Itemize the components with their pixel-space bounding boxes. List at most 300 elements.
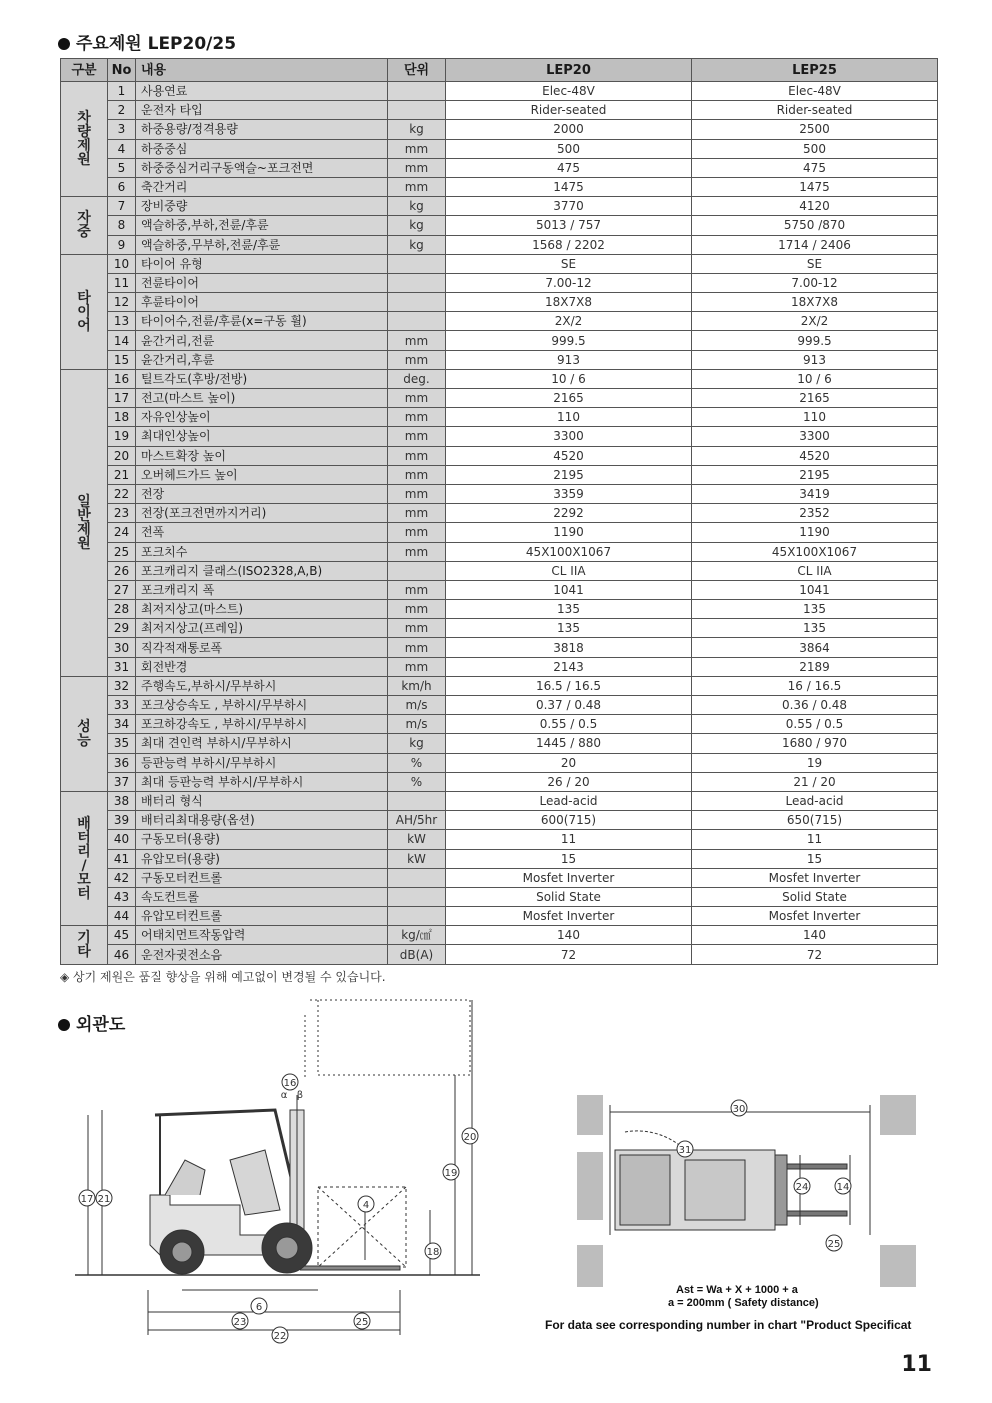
lep20-value-cell: 475 [446, 158, 692, 177]
side-view-forklift [75, 1000, 480, 1335]
table-row [61, 273, 938, 292]
row-number-cell: 43 [108, 887, 136, 906]
angle-alpha-label: α [280, 1090, 288, 1101]
row-number-cell: 22 [108, 484, 136, 503]
lep25-value-cell: CL IIA [692, 561, 938, 580]
table-row [61, 312, 938, 331]
row-number-cell: 42 [108, 868, 136, 887]
row-number-cell: 18 [108, 408, 136, 427]
unit-cell: kg [388, 216, 446, 235]
spec-table [60, 58, 938, 965]
lep20-value-cell: SE [446, 254, 692, 273]
table-row [61, 158, 938, 177]
item-cell: 최대 등판능력 부하시/무부하시 [136, 772, 388, 791]
table-row [61, 408, 938, 427]
label-19: 19 [444, 1168, 458, 1179]
unit-cell [388, 561, 446, 580]
unit-cell [388, 791, 446, 810]
lep25-value-cell: 21 / 20 [692, 772, 938, 791]
lep25-value-cell: 0.55 / 0.5 [692, 715, 938, 734]
item-cell: 후륜타이어 [136, 293, 388, 312]
lep20-value-cell: 4520 [446, 446, 692, 465]
unit-cell: mm [388, 158, 446, 177]
lep25-value-cell: 45X100X1067 [692, 542, 938, 561]
dimension-diagram [0, 990, 992, 1350]
lep25-value-cell: 4120 [692, 197, 938, 216]
item-cell: 배터리 형식 [136, 791, 388, 810]
row-number-cell: 39 [108, 811, 136, 830]
table-row [61, 753, 938, 772]
lep25-value-cell: 1714 / 2406 [692, 235, 938, 254]
category-cell: 배 터 리 / 모 터 [61, 791, 108, 925]
table-row [61, 926, 938, 945]
item-cell: 속도컨트롤 [136, 887, 388, 906]
item-cell: 전고(마스트 높이) [136, 389, 388, 408]
item-cell: 하중중심거리구동액슬~포크전면 [136, 158, 388, 177]
item-cell: 최대인상높이 [136, 427, 388, 446]
table-row [61, 139, 938, 158]
table-row [61, 580, 938, 599]
lep25-value-cell: 2X/2 [692, 312, 938, 331]
lep20-value-cell: 1041 [446, 580, 692, 599]
item-cell: 오버헤드가드 높이 [136, 465, 388, 484]
lep20-value-cell: Rider-seated [446, 101, 692, 120]
unit-cell: mm [388, 523, 446, 542]
header-category: 구분 [61, 59, 108, 82]
table-row [61, 465, 938, 484]
lep20-value-cell: 18X7X8 [446, 293, 692, 312]
lep20-value-cell: 16.5 / 16.5 [446, 676, 692, 695]
label-18: 18 [426, 1247, 440, 1258]
item-cell: 포크상승속도 , 부하시/무부하시 [136, 696, 388, 715]
lep25-value-cell: 475 [692, 158, 938, 177]
category-cell: 성 능 [61, 676, 108, 791]
lep20-value-cell: 2X/2 [446, 312, 692, 331]
lep25-value-cell: 2352 [692, 504, 938, 523]
lep20-value-cell: 1445 / 880 [446, 734, 692, 753]
lep25-value-cell: 110 [692, 408, 938, 427]
lep20-value-cell: 0.37 / 0.48 [446, 696, 692, 715]
lep25-value-cell: 72 [692, 945, 938, 964]
unit-cell: m/s [388, 715, 446, 734]
lep25-value-cell: 4520 [692, 446, 938, 465]
row-number-cell: 14 [108, 331, 136, 350]
row-number-cell: 33 [108, 696, 136, 715]
table-row [61, 696, 938, 715]
lep20-value-cell: 11 [446, 830, 692, 849]
item-cell: 마스트확장 높이 [136, 446, 388, 465]
item-cell: 최저지상고(마스트) [136, 600, 388, 619]
table-row [61, 676, 938, 695]
row-number-cell: 17 [108, 389, 136, 408]
row-number-cell: 28 [108, 600, 136, 619]
item-cell: 타이어수,전륜/후륜(x=구동 휠) [136, 312, 388, 331]
label-17: 17 [80, 1194, 94, 1205]
row-number-cell: 45 [108, 926, 136, 945]
item-cell: 액슬하중,부하,전륜/후륜 [136, 216, 388, 235]
table-row [61, 542, 938, 561]
table-row [61, 216, 938, 235]
unit-cell: mm [388, 139, 446, 158]
row-number-cell: 35 [108, 734, 136, 753]
item-cell: 타이어 유형 [136, 254, 388, 273]
row-number-cell: 34 [108, 715, 136, 734]
unit-cell: mm [388, 619, 446, 638]
lep20-value-cell: 2000 [446, 120, 692, 139]
lep25-value-cell: 135 [692, 619, 938, 638]
reference-note: For data see corresponding number in chart "Product Specificat [545, 1318, 912, 1332]
lep25-value-cell: 11 [692, 830, 938, 849]
unit-cell: mm [388, 580, 446, 599]
table-row [61, 561, 938, 580]
table-row [61, 849, 938, 868]
lep25-value-cell: 3864 [692, 638, 938, 657]
item-cell: 하중용량/정격용량 [136, 120, 388, 139]
table-row [61, 945, 938, 964]
lep20-value-cell: 913 [446, 350, 692, 369]
header-unit: 단위 [388, 59, 446, 82]
lep25-value-cell: 18X7X8 [692, 293, 938, 312]
lep25-value-cell: 7.00-12 [692, 273, 938, 292]
item-cell: 유압모터(용량) [136, 849, 388, 868]
unit-cell: mm [388, 389, 446, 408]
table-row [61, 427, 938, 446]
row-number-cell: 7 [108, 197, 136, 216]
table-row [61, 657, 938, 676]
item-cell: 전폭 [136, 523, 388, 542]
lep20-value-cell: 135 [446, 619, 692, 638]
lep20-value-cell: Mosfet Inverter [446, 907, 692, 926]
category-cell: 자 중 [61, 197, 108, 255]
lep20-value-cell: 3818 [446, 638, 692, 657]
lep25-value-cell: 140 [692, 926, 938, 945]
table-row [61, 82, 938, 101]
table-row [61, 331, 938, 350]
row-number-cell: 8 [108, 216, 136, 235]
row-number-cell: 3 [108, 120, 136, 139]
unit-cell: mm [388, 465, 446, 484]
row-number-cell: 6 [108, 177, 136, 196]
label-14: 14 [836, 1182, 850, 1193]
unit-cell: km/h [388, 676, 446, 695]
lep20-value-cell: 1190 [446, 523, 692, 542]
lep25-value-cell: 16 / 16.5 [692, 676, 938, 695]
unit-cell [388, 273, 446, 292]
row-number-cell: 30 [108, 638, 136, 657]
lep20-value-cell: 26 / 20 [446, 772, 692, 791]
row-number-cell: 15 [108, 350, 136, 369]
table-row [61, 484, 938, 503]
item-cell: 포크하강속도 , 부하시/무부하시 [136, 715, 388, 734]
label-4: 4 [362, 1200, 370, 1211]
unit-cell [388, 907, 446, 926]
row-number-cell: 40 [108, 830, 136, 849]
unit-cell: mm [388, 331, 446, 350]
lep20-value-cell: 15 [446, 849, 692, 868]
row-number-cell: 11 [108, 273, 136, 292]
header-no: No [108, 59, 136, 82]
table-row [61, 446, 938, 465]
lep25-value-cell: 15 [692, 849, 938, 868]
lep20-value-cell: 72 [446, 945, 692, 964]
spec-table-body [61, 82, 938, 965]
unit-cell: dB(A) [388, 945, 446, 964]
item-cell: 장비중량 [136, 197, 388, 216]
unit-cell: kW [388, 849, 446, 868]
header-model-lep20: LEP20 [446, 59, 692, 82]
item-cell: 액슬하중,무부하,전륜/후륜 [136, 235, 388, 254]
lep25-value-cell: 10 / 6 [692, 369, 938, 388]
row-number-cell: 4 [108, 139, 136, 158]
row-number-cell: 23 [108, 504, 136, 523]
unit-cell: AH/5hr [388, 811, 446, 830]
unit-cell: % [388, 772, 446, 791]
unit-cell: mm [388, 484, 446, 503]
table-header-row [61, 59, 938, 82]
unit-cell: m/s [388, 696, 446, 715]
table-row [61, 868, 938, 887]
lep20-value-cell: 500 [446, 139, 692, 158]
lep20-value-cell: Elec-48V [446, 82, 692, 101]
lep20-value-cell: 20 [446, 753, 692, 772]
unit-cell: kg [388, 734, 446, 753]
row-number-cell: 41 [108, 849, 136, 868]
unit-cell: % [388, 753, 446, 772]
table-row [61, 523, 938, 542]
lep25-value-cell: 2165 [692, 389, 938, 408]
row-number-cell: 31 [108, 657, 136, 676]
lep20-value-cell: 5013 / 757 [446, 216, 692, 235]
item-cell: 윤간거리,전륜 [136, 331, 388, 350]
footnote: ◈ 상기 제원은 품질 향상을 위해 예고없이 변경될 수 있습니다. [60, 970, 386, 984]
item-cell: 운전자귓전소음 [136, 945, 388, 964]
category-cell: 차 량 제 원 [61, 82, 108, 197]
lep20-value-cell: 135 [446, 600, 692, 619]
table-row [61, 791, 938, 810]
label-25-top: 25 [827, 1239, 841, 1250]
table-row [61, 197, 938, 216]
table-row [61, 811, 938, 830]
lep20-value-cell: 45X100X1067 [446, 542, 692, 561]
item-cell: 전장(포크전면까지거리) [136, 504, 388, 523]
row-number-cell: 1 [108, 82, 136, 101]
unit-cell: deg. [388, 369, 446, 388]
item-cell: 운전자 타입 [136, 101, 388, 120]
formula-line-2: a = 200mm ( Safety distance) [668, 1297, 819, 1309]
item-cell: 전륜타이어 [136, 273, 388, 292]
lep25-value-cell: Lead-acid [692, 791, 938, 810]
table-row [61, 254, 938, 273]
item-cell: 최저지상고(프레임) [136, 619, 388, 638]
lep25-value-cell: 999.5 [692, 331, 938, 350]
unit-cell: mm [388, 504, 446, 523]
unit-cell: mm [388, 638, 446, 657]
table-row [61, 101, 938, 120]
table-row [61, 638, 938, 657]
item-cell: 틸트각도(후방/전방) [136, 369, 388, 388]
table-row [61, 600, 938, 619]
table-row [61, 715, 938, 734]
item-cell: 사용연료 [136, 82, 388, 101]
label-31: 31 [678, 1145, 692, 1156]
item-cell: 등판능력 부하시/무부하시 [136, 753, 388, 772]
table-row [61, 907, 938, 926]
item-cell: 전장 [136, 484, 388, 503]
lep20-value-cell: CL IIA [446, 561, 692, 580]
unit-cell [388, 868, 446, 887]
lep25-value-cell: 500 [692, 139, 938, 158]
unit-cell [388, 887, 446, 906]
row-number-cell: 24 [108, 523, 136, 542]
table-row [61, 772, 938, 791]
lep20-value-cell: 140 [446, 926, 692, 945]
item-cell: 구동모터(용량) [136, 830, 388, 849]
lep25-value-cell: SE [692, 254, 938, 273]
lep20-value-cell: 2165 [446, 389, 692, 408]
item-cell: 최대 견인력 부하시/무부하시 [136, 734, 388, 753]
bullet-icon [58, 38, 70, 50]
row-number-cell: 20 [108, 446, 136, 465]
lep20-value-cell: 3770 [446, 197, 692, 216]
row-number-cell: 12 [108, 293, 136, 312]
lep25-value-cell: 1680 / 970 [692, 734, 938, 753]
lep20-value-cell: 10 / 6 [446, 369, 692, 388]
unit-cell: mm [388, 408, 446, 427]
table-row [61, 504, 938, 523]
item-cell: 회전반경 [136, 657, 388, 676]
lep20-value-cell: 3300 [446, 427, 692, 446]
unit-cell: kg [388, 120, 446, 139]
category-cell: 기 타 [61, 926, 108, 964]
label-23: 23 [233, 1317, 247, 1328]
page-number: 11 [901, 1352, 932, 1377]
label-30: 30 [732, 1104, 746, 1115]
lep20-value-cell: 999.5 [446, 331, 692, 350]
angle-beta-label: β [296, 1090, 304, 1101]
row-number-cell: 38 [108, 791, 136, 810]
table-row [61, 887, 938, 906]
label-24: 24 [795, 1182, 809, 1193]
lep20-value-cell: 2195 [446, 465, 692, 484]
item-cell: 유압모터컨트롤 [136, 907, 388, 926]
lep25-value-cell: Mosfet Inverter [692, 907, 938, 926]
table-row [61, 120, 938, 139]
unit-cell [388, 82, 446, 101]
table-row [61, 293, 938, 312]
label-21: 21 [97, 1194, 111, 1205]
item-cell: 자유인상높이 [136, 408, 388, 427]
unit-cell: kg [388, 235, 446, 254]
category-cell: 일 반 제 원 [61, 369, 108, 676]
row-number-cell: 44 [108, 907, 136, 926]
lep25-value-cell: Elec-48V [692, 82, 938, 101]
unit-cell: mm [388, 657, 446, 676]
unit-cell: mm [388, 600, 446, 619]
row-number-cell: 37 [108, 772, 136, 791]
lep25-value-cell: 19 [692, 753, 938, 772]
table-row [61, 619, 938, 638]
item-cell: 주행속도,부하시/무부하시 [136, 676, 388, 695]
unit-cell: mm [388, 427, 446, 446]
lep25-value-cell: 1475 [692, 177, 938, 196]
table-row [61, 734, 938, 753]
label-22: 22 [273, 1331, 287, 1342]
item-cell: 윤간거리,후륜 [136, 350, 388, 369]
table-row [61, 235, 938, 254]
lep25-value-cell: 650(715) [692, 811, 938, 830]
lep25-value-cell: 913 [692, 350, 938, 369]
lep20-value-cell: 1475 [446, 177, 692, 196]
lep20-value-cell: 2292 [446, 504, 692, 523]
lep25-value-cell: 2195 [692, 465, 938, 484]
outline-section-title: 외관도 [58, 1010, 125, 1035]
row-number-cell: 36 [108, 753, 136, 772]
row-number-cell: 5 [108, 158, 136, 177]
lep25-value-cell: 1190 [692, 523, 938, 542]
item-cell: 어태치먼트작동압력 [136, 926, 388, 945]
item-cell: 배터리최대용량(옵션) [136, 811, 388, 830]
lep20-value-cell: 7.00-12 [446, 273, 692, 292]
unit-cell: kg/㎠ [388, 926, 446, 945]
row-number-cell: 13 [108, 312, 136, 331]
lep20-value-cell: 3359 [446, 484, 692, 503]
unit-cell: kg [388, 197, 446, 216]
row-number-cell: 16 [108, 369, 136, 388]
lep20-value-cell: 2143 [446, 657, 692, 676]
category-cell: 타 이 어 [61, 254, 108, 369]
label-20: 20 [463, 1132, 477, 1143]
unit-cell [388, 254, 446, 273]
lep20-value-cell: 600(715) [446, 811, 692, 830]
lep25-value-cell: Solid State [692, 887, 938, 906]
lep25-value-cell: 0.36 / 0.48 [692, 696, 938, 715]
lep20-value-cell: 110 [446, 408, 692, 427]
spec-section-title: 주요제원 LEP20/25 [58, 29, 236, 54]
item-cell: 포크캐리지 클래스(ISO2328,A,B) [136, 561, 388, 580]
lep25-value-cell: 3300 [692, 427, 938, 446]
label-6: 6 [255, 1302, 263, 1313]
row-number-cell: 46 [108, 945, 136, 964]
lep25-value-cell: 5750 /870 [692, 216, 938, 235]
lep20-value-cell: Solid State [446, 887, 692, 906]
lep25-value-cell: 3419 [692, 484, 938, 503]
row-number-cell: 29 [108, 619, 136, 638]
row-number-cell: 27 [108, 580, 136, 599]
lep25-value-cell: 2189 [692, 657, 938, 676]
lep25-value-cell: 135 [692, 600, 938, 619]
unit-cell: mm [388, 542, 446, 561]
row-number-cell: 10 [108, 254, 136, 273]
formula-line-1: Ast = Wa + X + 1000 + a [676, 1284, 798, 1296]
unit-cell: mm [388, 446, 446, 465]
row-number-cell: 2 [108, 101, 136, 120]
item-cell: 포크치수 [136, 542, 388, 561]
row-number-cell: 32 [108, 676, 136, 695]
table-row [61, 177, 938, 196]
header-model-lep25: LEP25 [692, 59, 938, 82]
item-cell: 포크캐리지 폭 [136, 580, 388, 599]
unit-cell [388, 101, 446, 120]
lep20-value-cell: Lead-acid [446, 791, 692, 810]
label-25: 25 [355, 1317, 369, 1328]
lep25-value-cell: Mosfet Inverter [692, 868, 938, 887]
table-row [61, 350, 938, 369]
lep25-value-cell: Rider-seated [692, 101, 938, 120]
lep25-value-cell: 2500 [692, 120, 938, 139]
lep20-value-cell: Mosfet Inverter [446, 868, 692, 887]
item-cell: 직각적재통로폭 [136, 638, 388, 657]
item-cell: 구동모터컨트롤 [136, 868, 388, 887]
